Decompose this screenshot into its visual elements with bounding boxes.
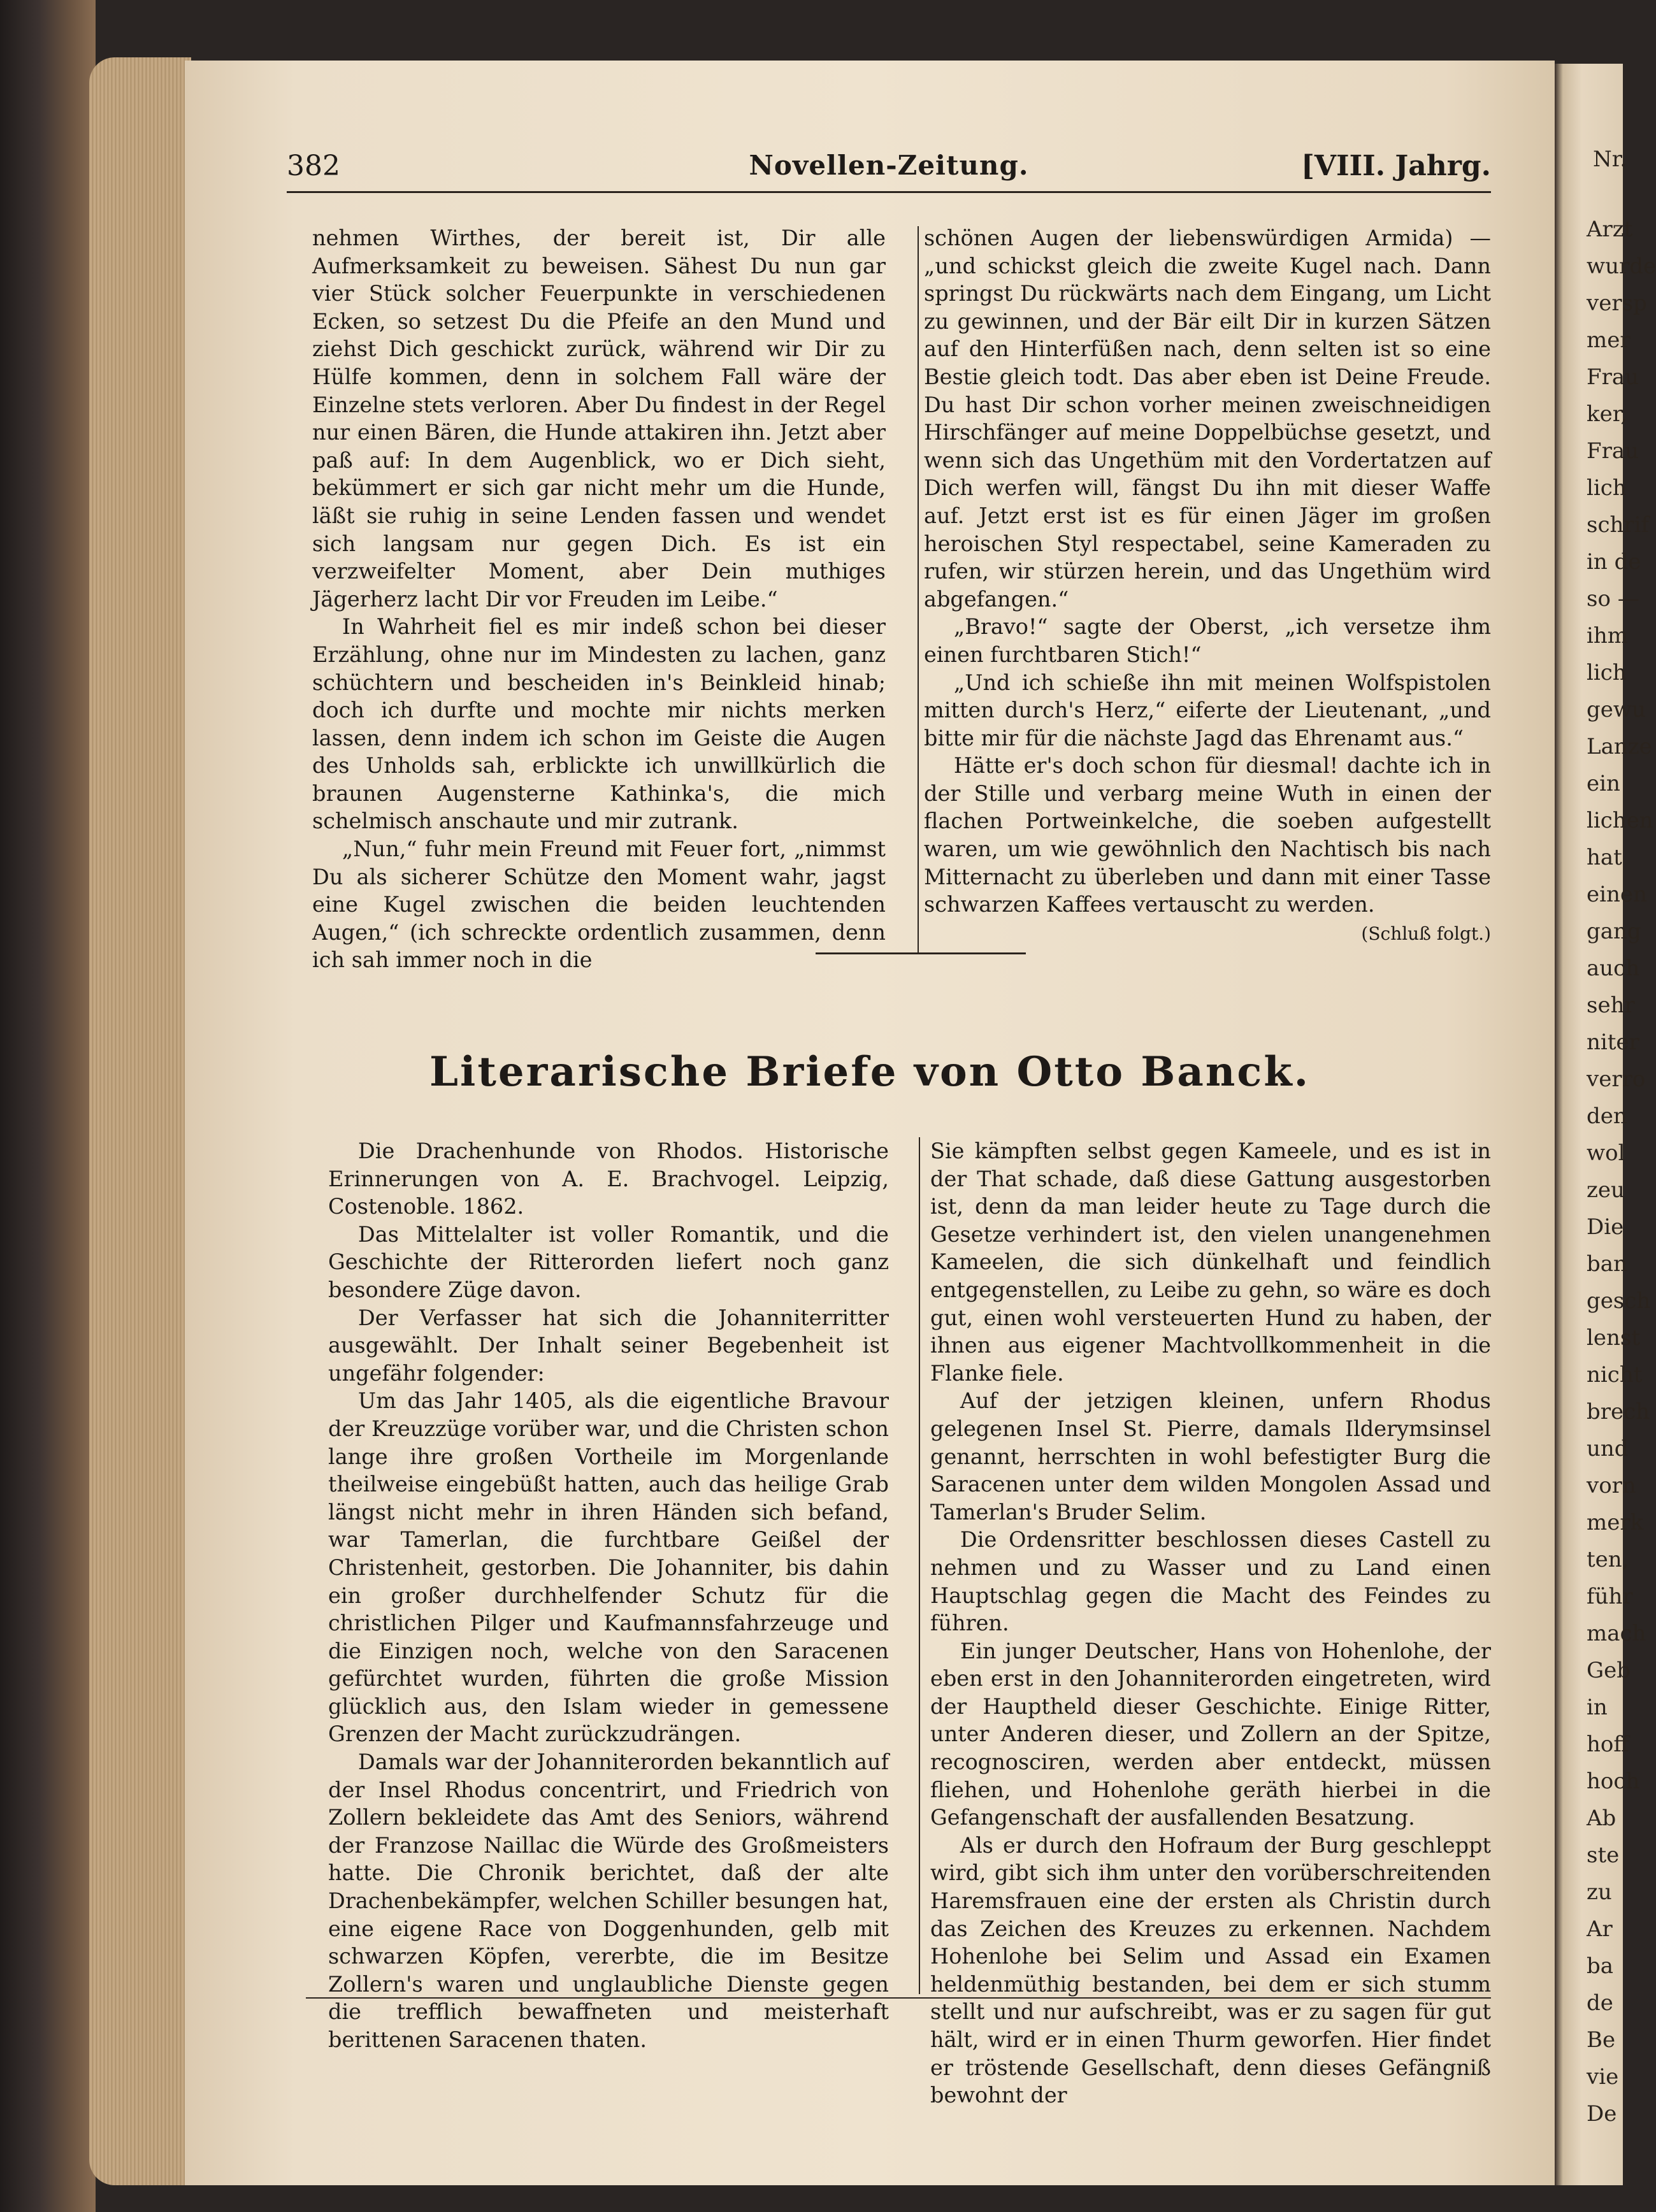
section-title: Literarische Briefe von Otto Banck. <box>429 1048 1310 1096</box>
facing-page-word: zeu <box>1587 1177 1625 1203</box>
footer-rule <box>306 1997 1491 1999</box>
facing-page-word: Frau <box>1587 438 1639 464</box>
letters-column-left <box>328 1137 889 2054</box>
letters-paragraph: Die Drachenhunde von Rhodos. Historische Erinnerungen von A. E. Brachvogel. Leipzig, Costenoble. 1862. <box>328 1138 889 1219</box>
facing-page-word: lichen <box>1587 808 1653 833</box>
facing-page-word: nicht <box>1587 1362 1643 1388</box>
story-paragraph: „Bravo!“ sagte der Oberst, „ich versetze ihm einen furchtbaren Stich!“ <box>924 614 1491 667</box>
facing-page-word: ba <box>1587 1953 1614 1979</box>
facing-page-word: führ <box>1587 1584 1633 1609</box>
letters-paragraph: Auf der jetzigen kleinen, unfern Rhodus gelegenen Insel St. Pierre, damals Ilderymsinsel genannt, herrschten in wohl befestigter Burg die Saracenen unter dem wilden Mongolen Assad und Tamerlan's Bruder Selim. <box>930 1388 1491 1525</box>
letters-column-right <box>930 1137 1491 2109</box>
facing-page-word: einen <box>1587 882 1647 907</box>
facing-page-word: gesch <box>1587 1288 1651 1314</box>
facing-page-word: ban <box>1587 1251 1627 1277</box>
letters-paragraph: Sie kämpften selbst gegen Kameele, und es ist in der That schade, daß diese Gattung ausgestorben ist, denn da man leider heute zu Tage durch die Gesetze verhindert ist, den vielen unangenehmen Kameelen, die sich dünkelhaft und feindlich entgegenstellen, zu Leibe zu gehn, so wäre es doch gut, einen wohl versteuerten Hund zu haben, der ihnen aus eigener Machtvollkommenheit in die Flanke fiele. <box>930 1138 1491 1386</box>
letters-paragraph: Das Mittelalter ist voller Romantik, und die Geschichte der Ritterorden liefert noch ganz besondere Züge davon. <box>328 1221 889 1302</box>
facing-page-word: so — <box>1587 586 1639 612</box>
facing-page-word: ihm <box>1587 623 1629 649</box>
facing-page-word: lich <box>1587 660 1627 686</box>
facing-page-word: De <box>1587 2101 1617 2127</box>
facing-page-word: Frau <box>1587 364 1639 390</box>
story-column-left <box>312 224 886 974</box>
facing-page-fragment <box>1555 64 1656 2185</box>
letters-paragraph: Die Ordensritter beschlossen dieses Castell zu nehmen und zu Wasser und zu Land einen Hauptschlag gegen die Macht des Feindes zu führen. <box>930 1527 1491 1636</box>
facing-page-word: Be <box>1587 2027 1616 2053</box>
page-number: 382 <box>287 150 340 182</box>
facing-page-word: wurde <box>1587 254 1656 279</box>
book-page <box>185 61 1555 2185</box>
letters-paragraph: Ein junger Deutscher, Hans von Hohenlohe, der eben erst in den Johanniterorden eingetreten, wird der Hauptheld dieser Geschichte. Einige Ritter, unter Anderen dieser, und Zollern an der Spitze, recognosciren, werden aber entdeckt, müssen fliehen, und Hohenlohe geräth hierbei in die Gefangenschaft der ausfallenden Besatzung. <box>930 1638 1491 1830</box>
facing-page-word: schrif <box>1587 512 1650 538</box>
facing-page-word: vorn <box>1587 1473 1636 1498</box>
facing-page-word: brech <box>1587 1399 1650 1425</box>
facing-page-word: hat <box>1587 845 1622 870</box>
story-paragraph: „Und ich schieße ihn mit meinen Wolfspistolen mitten durch's Herz,“ eiferte der Lieutenant, „und bitte mir für die nächste Jagd das Ehrenamt aus.“ <box>924 670 1491 750</box>
facing-page-word: Ar <box>1587 1916 1613 1942</box>
facing-page-word: Arzt <box>1587 217 1633 242</box>
facing-page-word: Lanze <box>1587 734 1652 759</box>
facing-page-word: mer <box>1587 327 1631 353</box>
facing-page-word: ker, <box>1587 401 1628 427</box>
facing-page-word: de <box>1587 1990 1613 2016</box>
facing-page-word: hoch <box>1587 1769 1640 1794</box>
facing-page-word: Nr. <box>1593 147 1627 172</box>
facing-page-word: merk <box>1587 1510 1644 1535</box>
facing-page-word: ste <box>1587 1842 1620 1868</box>
facing-page-word: versp <box>1587 291 1647 316</box>
facing-page-word: verro <box>1587 1066 1646 1092</box>
facing-page-word: lenst <box>1587 1325 1641 1351</box>
facing-page-word: mach <box>1587 1621 1646 1646</box>
facing-page-word: lich <box>1587 475 1627 501</box>
book-binding-edge <box>0 0 96 2212</box>
facing-page-word: ten, <box>1587 1547 1629 1572</box>
story-paragraph: schönen Augen der liebenswürdigen Armida) — „und schickst gleich die zweite Kugel nach. Dann springst Du rückwärts nach dem Eingang, um Licht zu gewinnen, und der Bär eilt Dir in kurzen Sätzen auf den Hinterfüßen nach, denn selten ist so eine Bestie gleich todt. Das aber eben ist Deine Freude. Du hast Dir schon vorher meinen zweischneidigen Hirschfänger auf meine Doppelbüchse gesetzt, und wenn sich das Ungethüm mit den Vordertatzen auf Dich werfen will, fängst Du ihn mit dieser Waffe auf. Jetzt erst ist es für einen Jäger im großen heroischen Styl respectabel, seine Kameraden zu rufen, wir stürzen herein, und das Ungethüm wird abgefangen.“ <box>924 226 1491 612</box>
facing-page-word: sehr <box>1587 993 1635 1018</box>
story-column-right <box>924 224 1491 947</box>
header-rule <box>287 191 1491 193</box>
facing-page-word: vie <box>1587 2064 1619 2090</box>
letters-paragraph: Als er durch den Hofraum der Burg geschleppt wird, gibt sich ihm unter den vorüberschreitenden Haremsfrauen eine der ersten als Christin durch das Zeichen des Kreuzes zu erkennen. Nachdem Hohenlohe bei Selim und Assad ein Examen heldenmüthig bestanden, bei dem er sich stumm stellt und nur aufschreibt, was er zu sagen für gut hält, wird er in einen Thurm geworfen. Hier findet er tröstende Gesellschaft, denn dieses Gefängniß bewohnt der <box>930 1832 1491 2108</box>
facing-page-word: in <box>1587 1695 1608 1720</box>
facing-page-word: in de <box>1587 549 1641 575</box>
page-edges <box>89 57 191 2185</box>
column-divider-top <box>918 226 919 952</box>
facing-page-word: gewu <box>1587 697 1646 722</box>
facing-page-word: den <box>1587 1103 1627 1129</box>
story-paragraph: nehmen Wirthes, der bereit ist, Dir alle Aufmerksamkeit zu beweisen. Sähest Du nun gar vier Stück solcher Feuerpunkte in verschiedenen Ecken, so setzest Du die Pfeife an den Mund und ziehst Dich geschickt zurück, während wir Dir zu Hülfe kommen, denn in solchem Fall wäre der Einzelne stets verloren. Aber Du findest in der Regel nur einen Bären, die Hunde attakiren ihn. Jetzt aber paß auf: In dem Augenblick, wo er Dich sieht, bekümmert er sich gar nicht mehr um die Hunde, läßt sie ruhig in seine Lenden fassen und wendet sich langsam nur gegen Dich. Es ist ein verzweifelter Moment, aber Dein muthiges Jägerherz lacht Dir vor Freuden im Leibe.“ <box>312 226 886 612</box>
facing-page-word: wol <box>1587 1140 1625 1166</box>
letters-paragraph: Um das Jahr 1405, als die eigentliche Bravour der Kreuzzüge vorüber war, und die Christen schon lange ihre großen Vortheile im Morgenlande theilweise eingebüßt hatten, auch das heilige Grab längst nicht mehr in ihren Händen sich befand, war Tamerlan, die furchtbare Geißel der Christenheit, gestorben. Die Johanniter, bis dahin ein großer durchhelfender Schutz für die christlichen Pilger und Kaufmannsfahrzeuge und die Einzigen noch, welche von den Saracenen gefürchtet wurden, führten die große Mission glücklich aus, den Islam wieder in gemessene Grenzen der Macht zurückzudrängen. <box>328 1388 889 1747</box>
story-paragraph: Hätte er's doch schon für diesmal! dachte ich in der Stille und verbarg meine Wuth in einen der flachen Portweinkelche, die soeben aufgestellt waren, um wie gewöhnlich den Nachtisch bis nach Mitternacht zu überleben und dann mit einer Tasse schwarzen Kaffees vertauscht zu werden. <box>924 753 1491 917</box>
facing-page-word: niter <box>1587 1030 1639 1055</box>
facing-page-word: gang <box>1587 919 1641 944</box>
facing-page-word: und <box>1587 1436 1629 1462</box>
page-header <box>287 150 1491 194</box>
column-divider-bottom <box>919 1137 920 1994</box>
story-paragraph: „Nun,“ fuhr mein Freund mit Feuer fort, „nimmst Du als sicherer Schütze den Moment wahr, jagst eine Kugel zwischen die beiden leuchtenden Augen,“ (ich schreckte ordentlich zusammen, denn ich sah immer noch in die <box>312 837 886 973</box>
facing-page-word: auch <box>1587 956 1640 981</box>
facing-page-word: ein <box>1587 771 1620 796</box>
facing-page-word: Die <box>1587 1214 1624 1240</box>
facing-page-word: Ab <box>1587 1806 1616 1831</box>
section-separator <box>816 952 1026 954</box>
letters-paragraph: Damals war der Johanniterorden bekanntlich auf der Insel Rhodus concentrirt, und Friedrich von Zollern bekleidete das Amt des Seniors, während der Franzose Naillac die Würde des Großmeisters hatte. Die Chronik berichtet, daß der alte Drachenbekämpfer, welchen Schiller besungen hat, eine eigene Race von Doggenhunden, gelb mit schwarzen Köpfen, vererbte, die im Besitze Zollern's waren und unglaubliche Dienste gegen die trefflich bewaffneten und meisterhaft berittenen Saracenen thaten. <box>328 1749 889 2052</box>
facing-page-word: zu <box>1587 1879 1612 1905</box>
letters-paragraph: Der Verfasser hat sich die Johanniterritter ausgewählt. Der Inhalt seiner Begebenheit ist ungefähr folgender: <box>328 1305 889 1386</box>
volume-label: [VIII. Jahrg. <box>1301 150 1491 182</box>
facing-page-word: hoff <box>1587 1732 1629 1757</box>
running-title: Novellen-Zeitung. <box>749 150 1029 181</box>
facing-page-word: Geb <box>1587 1658 1631 1683</box>
continuation-note: (Schluß folgt.) <box>1361 923 1491 944</box>
story-paragraph: In Wahrheit fiel es mir indeß schon bei dieser Erzählung, ohne nur im Mindesten zu lachen, ganz schüchtern und bescheiden in's Beinkleid hinab; doch ich durfte und mochte mir nichts merken lassen, denn indem ich schon im Geiste die Augen des Unholds sah, erblickte ich unwillkürlich die braunen Augensterne Kathinka's, die mich schelmisch anschaute und mir zutrank. <box>312 614 886 834</box>
